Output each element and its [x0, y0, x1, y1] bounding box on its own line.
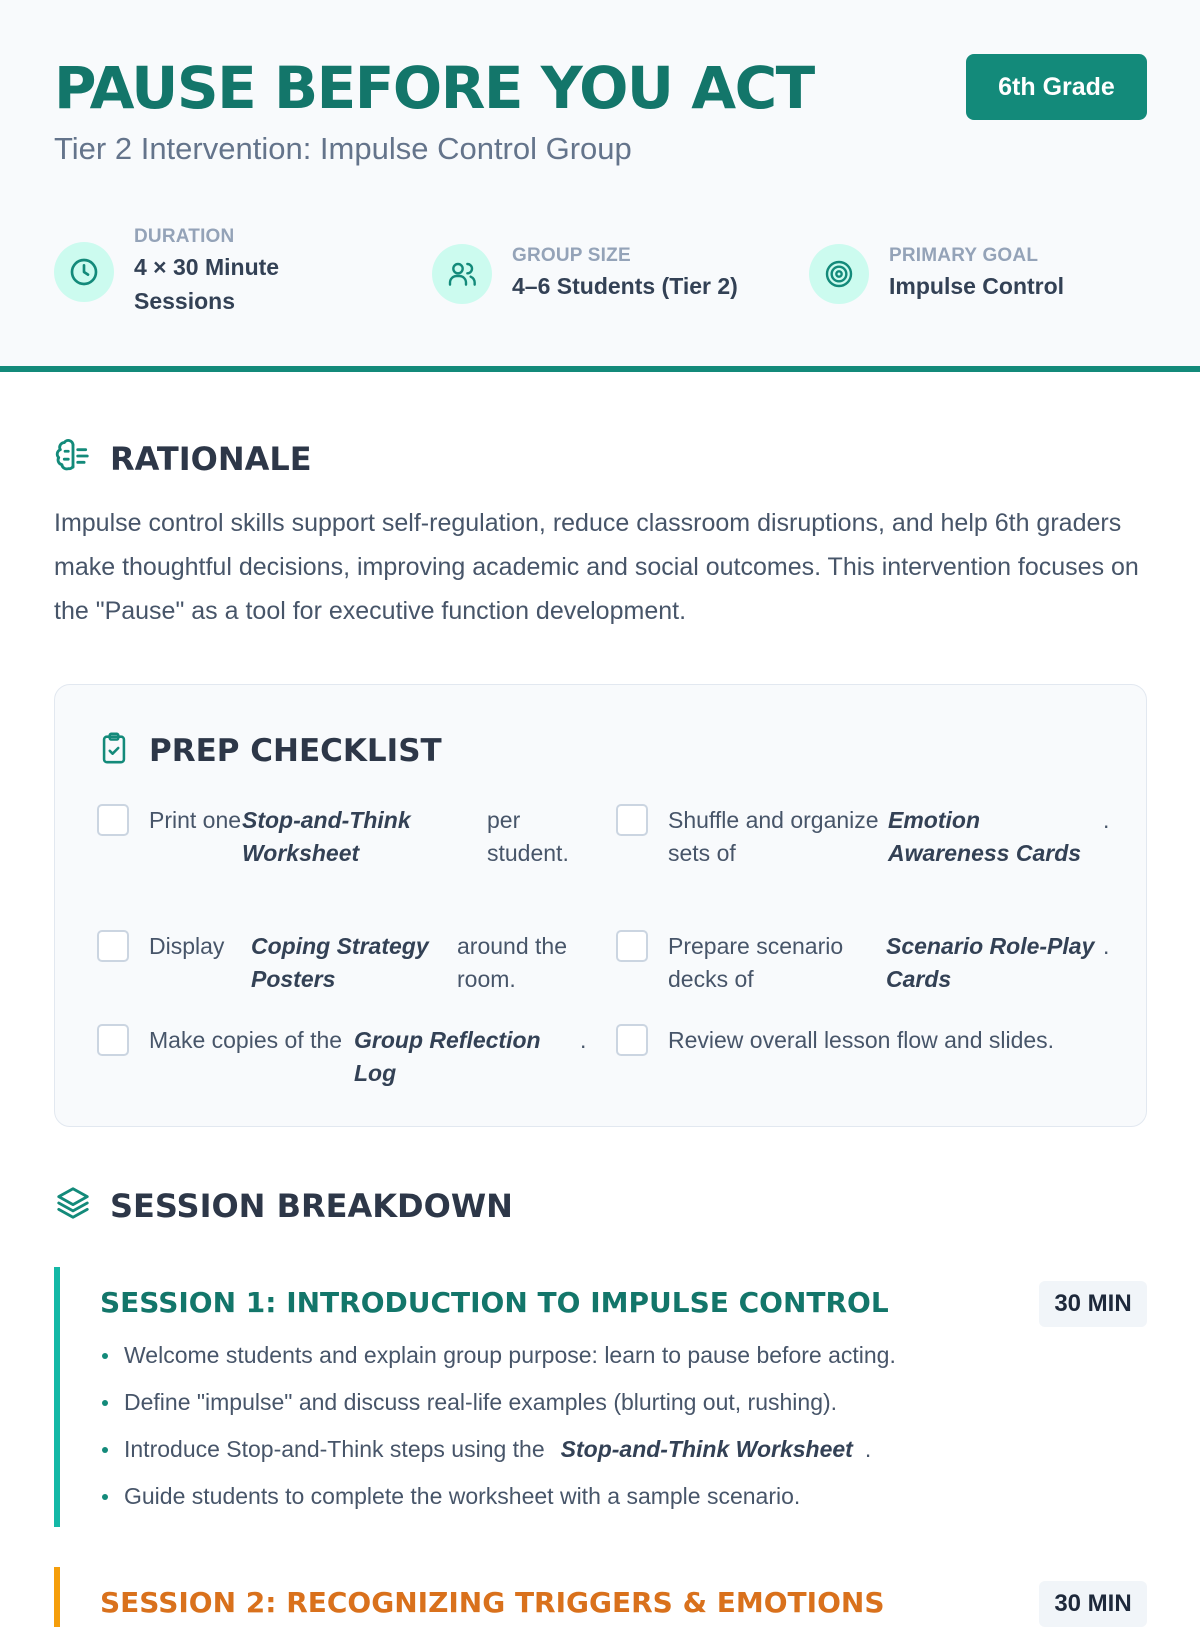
checklist-emphasis: Emotion Awareness Cards — [888, 807, 1082, 866]
grade-badge: 6th Grade — [966, 54, 1147, 120]
session-breakdown-heading — [54, 1184, 513, 1227]
session-card — [54, 1267, 1147, 1527]
prep-heading — [97, 729, 442, 772]
prep-checklist-card — [54, 684, 1147, 1127]
clock-icon — [54, 242, 114, 302]
checklist-text: around the room. — [457, 933, 567, 992]
meta-value — [134, 250, 279, 318]
rationale-text: Impulse control skills support self-regulation, reduce classroom disruptions, and help 6th graders make thoughtful decisions, improving academic and social outcomes. This intervention focuses on the "Pause" as a tool for executive function development. — [54, 509, 1139, 625]
section-title: PREP CHECKLIST — [149, 732, 442, 769]
clipboard-check-icon — [97, 729, 131, 772]
rationale-heading — [54, 437, 312, 480]
list-item: Welcome students and explain group purpose: learn to pause before acting. — [100, 1340, 896, 1370]
session-duration-badge: 30 MIN — [1039, 1581, 1147, 1627]
checklist-item — [616, 1024, 1054, 1057]
checklist-emphasis: Stop-and-Think Worksheet — [242, 807, 411, 866]
meta-duration — [54, 226, 279, 318]
checkbox[interactable] — [97, 1024, 129, 1056]
brain-icon — [54, 437, 92, 480]
page-subtitle: Tier 2 Intervention: Impulse Control Group — [54, 131, 632, 166]
meta-primary-goal — [809, 244, 1064, 304]
users-icon — [432, 244, 492, 304]
checkbox[interactable] — [616, 804, 648, 836]
checklist-text: . — [580, 1027, 587, 1053]
meta-value-line: 4 × 30 Minute — [134, 254, 280, 280]
checkbox[interactable] — [616, 1024, 648, 1056]
meta-label: DURATION — [134, 226, 235, 247]
checklist-text: Review overall lesson flow and slides. — [668, 1027, 1055, 1053]
session-bullets — [100, 1340, 896, 1528]
checklist-item — [97, 804, 583, 870]
checklist-item — [616, 930, 1109, 996]
checkbox[interactable] — [97, 930, 129, 962]
meta-label: GROUP SIZE — [512, 245, 631, 266]
meta-group-size — [432, 244, 738, 304]
checkbox[interactable] — [616, 930, 648, 962]
checklist-emphasis: Group Reflection Log — [354, 1027, 541, 1086]
checklist-text: Shuffle and organize sets of — [668, 807, 879, 866]
checklist-text: . — [1103, 933, 1110, 959]
list-item: Define "impulse" and discuss real-life examples (blurting out, rushing). — [100, 1387, 896, 1417]
checklist-text: Make copies of the — [149, 1027, 343, 1053]
session-title: SESSION 1: INTRODUCTION TO IMPULSE CONTROL — [100, 1286, 889, 1319]
bullet-emphasis: Stop-and-Think Worksheet — [560, 1436, 853, 1462]
section-title: SESSION BREAKDOWN — [110, 1186, 513, 1225]
checklist-text: . — [1103, 807, 1110, 833]
list-item — [100, 1434, 896, 1464]
checklist-emphasis: Scenario Role-Play Cards — [886, 933, 1095, 992]
page-header — [0, 0, 1200, 372]
session-accent-bar — [54, 1267, 60, 1527]
checkbox[interactable] — [97, 804, 129, 836]
session-card — [54, 1567, 1147, 1619]
checklist-text: Display — [149, 933, 225, 959]
page-title: PAUSE BEFORE YOU ACT — [54, 54, 814, 122]
checklist-item — [97, 1024, 586, 1090]
meta-value-line: Sessions — [134, 288, 235, 314]
target-icon — [809, 244, 869, 304]
checklist-item — [616, 804, 1109, 870]
session-accent-bar — [54, 1567, 60, 1627]
meta-value: Impulse Control — [889, 273, 1065, 299]
checklist-text: Prepare scenario decks of — [668, 933, 844, 992]
bullet-text: Introduce Stop-and-Think steps using the — [124, 1436, 545, 1462]
checklist-text: Print one — [149, 807, 242, 833]
checklist-text: per student. — [487, 807, 569, 866]
meta-label: PRIMARY GOAL — [889, 245, 1039, 266]
checklist-emphasis: Coping Strategy Posters — [251, 933, 429, 992]
list-item: Guide students to complete the worksheet with a sample scenario. — [100, 1481, 896, 1511]
section-title: RATIONALE — [110, 439, 312, 478]
session-title: SESSION 2: RECOGNIZING TRIGGERS & EMOTIONS — [100, 1586, 885, 1619]
bullet-text: . — [864, 1436, 872, 1462]
layers-icon — [54, 1184, 92, 1227]
meta-value: 4–6 Students (Tier 2) — [512, 273, 738, 299]
session-duration-badge: 30 MIN — [1039, 1281, 1147, 1327]
checklist-item — [97, 930, 587, 996]
